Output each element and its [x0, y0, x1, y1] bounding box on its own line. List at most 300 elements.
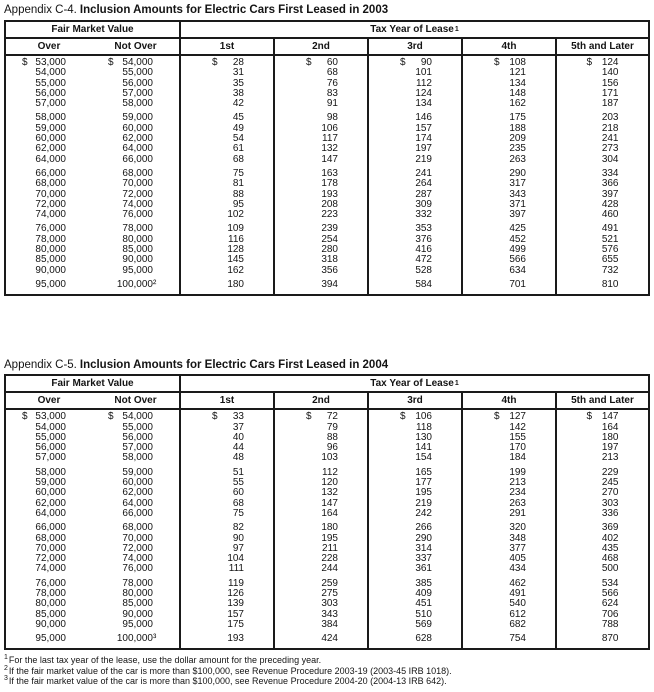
table-cell: 70,000	[35, 542, 66, 554]
table-cell: 55,000	[35, 77, 66, 89]
table-cell: 57,000	[122, 87, 153, 99]
table-cell: 270	[601, 487, 619, 499]
table-cell: 156	[601, 77, 619, 89]
table-cell: 106	[321, 122, 338, 134]
table-cell: 59,000	[35, 477, 66, 489]
table-cell: 178	[321, 178, 338, 190]
table-cell: 163	[321, 167, 338, 179]
table-cell: 309	[415, 198, 432, 210]
row-group	[6, 109, 648, 164]
dollar-sign: $	[212, 411, 218, 423]
table-cell: 701	[509, 278, 526, 290]
footnote-3-marker: 3	[4, 675, 8, 683]
table-cell: 682	[509, 618, 526, 630]
table-cell: 213	[601, 452, 619, 464]
table-cell: 628	[415, 633, 432, 645]
dollar-sign: $	[306, 57, 312, 68]
table-cell: $ 53,000	[22, 411, 66, 423]
table-cell: 85,000	[122, 244, 153, 256]
table-cell: 235	[509, 143, 526, 155]
column-header-4th: 4th	[463, 39, 557, 54]
table-row	[6, 280, 648, 290]
table-cell: 576	[601, 244, 619, 256]
appendix-c4-title	[4, 3, 654, 17]
table-cell: 612	[509, 608, 526, 620]
dollar-sign: $	[494, 411, 500, 423]
table-cell: 58,000	[35, 466, 66, 478]
table-cell: 96	[326, 442, 338, 454]
table-cell: 90,000	[35, 618, 66, 630]
table-cell: 569	[415, 618, 432, 630]
table-cell: 219	[415, 497, 432, 509]
footnote-1-marker: 1	[4, 654, 8, 662]
table-cell: $ 147	[586, 411, 619, 423]
dollar-sign: $	[212, 57, 218, 68]
table-cell: 425	[509, 223, 526, 235]
table-cell: 244	[321, 563, 338, 575]
row-group	[6, 575, 648, 630]
table-cell: 162	[227, 264, 244, 276]
table-cell: 348	[509, 532, 526, 544]
table-cell: 78,000	[122, 577, 153, 589]
row-group	[6, 220, 648, 275]
table-cell: 263	[509, 153, 526, 165]
table-cell: 74,000	[122, 553, 153, 565]
row-group	[6, 630, 648, 644]
table-cell: 164	[601, 421, 619, 433]
column-header-2nd: 2nd	[275, 393, 369, 408]
table-cell: 209	[509, 133, 526, 145]
table-cell: 462	[509, 577, 526, 589]
table-cell: 134	[509, 77, 526, 89]
table-cell: 318	[321, 254, 338, 266]
table-cell: 42	[232, 98, 244, 110]
table-cell: 88	[232, 188, 244, 200]
dollar-sign: $	[400, 57, 406, 68]
table-cell: 81	[232, 178, 244, 190]
table-cell: 510	[415, 608, 432, 620]
table-cell: 361	[415, 563, 432, 575]
table-cell: 60,000	[122, 122, 153, 134]
table-cell: 337	[415, 553, 432, 565]
table-cell: $ 54,000	[108, 411, 153, 423]
table-cell: 397	[601, 188, 619, 200]
table-cell: 184	[509, 452, 526, 464]
dollar-sign: $	[108, 57, 114, 68]
table-cell: $ 106	[400, 411, 432, 423]
table-cell: 83	[326, 87, 338, 99]
table-cell: 584	[415, 278, 432, 290]
table-cell: 68	[326, 67, 338, 79]
table-cell: 37	[232, 421, 244, 433]
table-cell: 90,000	[35, 264, 66, 276]
table-cell: 72,000	[122, 188, 153, 200]
table-cell: 56,000	[35, 87, 66, 99]
dollar-sign: $	[586, 57, 593, 68]
table-cell: 242	[415, 507, 432, 519]
table-cell: 290	[509, 167, 526, 179]
table-cell: 180	[601, 431, 619, 443]
table-cell: 95,000	[35, 278, 66, 290]
table-cell: 452	[509, 233, 526, 245]
footnote-2-marker: 2	[4, 664, 8, 672]
table-cell: 31	[232, 67, 244, 79]
table-cell: 162	[509, 98, 526, 110]
table-cell: 234	[509, 487, 526, 499]
table-row	[6, 412, 648, 422]
table-cell: 95	[232, 198, 244, 210]
table-cell: 142	[509, 421, 526, 433]
table-cell: 132	[321, 487, 338, 499]
table-cell: 95,000	[122, 264, 153, 276]
column-divider-line	[179, 410, 181, 648]
table-cell: 58,000	[122, 452, 153, 464]
table-cell: 371	[509, 198, 526, 210]
table-cell: 62,000	[35, 497, 66, 509]
table-cell: 356	[321, 264, 338, 276]
table-2003-group-header	[6, 22, 648, 39]
table-cell: 128	[227, 244, 244, 256]
column-header-5th-and-later: 5th and Later	[571, 41, 634, 52]
table-cell: 100,000 ²	[116, 278, 157, 290]
table-cell: 70,000	[35, 188, 66, 200]
table-cell: 148	[509, 87, 526, 99]
table-cell: 109	[227, 223, 244, 235]
table-cell: $ 60	[306, 57, 338, 68]
dollar-sign: $	[22, 411, 28, 423]
table-cell: 60	[232, 487, 244, 499]
table-cell: 78,000	[122, 223, 153, 235]
table-cell: 40	[232, 431, 244, 443]
table-cell: 56,000	[122, 77, 153, 89]
table-cell: 66,000	[122, 507, 153, 519]
table-cell: 80,000	[122, 233, 153, 245]
table-cell: 366	[601, 178, 619, 190]
table-2003-column-headers	[6, 39, 648, 56]
column-divider-line	[461, 410, 463, 648]
table-cell: 409	[415, 587, 432, 599]
column-divider-line	[555, 410, 557, 648]
table-cell: 111	[228, 563, 244, 575]
table-cell: 68,000	[35, 178, 66, 190]
table-cell: 76,000	[122, 563, 153, 575]
table-cell: 55	[232, 477, 244, 489]
table-cell: 263	[509, 497, 526, 509]
dollar-sign: $	[400, 411, 406, 423]
appendix-c5-title-text: Inclusion Amounts for Electric Cars First Leased in 2004	[79, 359, 389, 372]
table-cell: 397	[509, 209, 526, 221]
table-cell: 266	[415, 522, 432, 534]
table-cell: $ 108	[494, 57, 526, 68]
table-cell: 61	[232, 143, 244, 155]
table-cell: 164	[321, 507, 338, 519]
table-cell: 49	[232, 122, 244, 134]
table-cell: 219	[415, 153, 432, 165]
row-group	[6, 58, 648, 109]
table-cell: 451	[415, 598, 432, 610]
table-cell: 124	[415, 87, 432, 99]
appendix-c4-label: Appendix C-4.	[4, 4, 77, 16]
table-cell: 112	[416, 77, 432, 89]
column-header-not-over: Not Over	[92, 393, 181, 408]
column-divider-line	[367, 410, 369, 648]
column-header-4th: 4th	[463, 393, 557, 408]
table-cell: 273	[601, 143, 619, 155]
tax-year-label: Tax Year of Lease	[370, 24, 454, 35]
table-cell: 139	[227, 598, 244, 610]
table-row	[6, 620, 648, 630]
table-cell: 291	[509, 507, 526, 519]
dollar-sign: $	[586, 411, 593, 423]
table-cell: 385	[415, 577, 432, 589]
column-header-2nd: 2nd	[275, 39, 369, 54]
footnote-1-text: For the last tax year of the lease, use the dollar amount for the preceding year.	[8, 655, 322, 666]
table-cell: 72,000	[35, 198, 66, 210]
table-cell: 195	[415, 487, 432, 499]
footnote-1	[4, 655, 654, 666]
table-cell: 376	[415, 233, 432, 245]
table-cell: 60,000	[122, 477, 153, 489]
table-cell: 147	[321, 497, 338, 509]
table-row	[6, 266, 648, 276]
table-cell: 434	[509, 563, 526, 575]
table-cell: 154	[415, 452, 432, 464]
table-cell: 64,000	[35, 507, 66, 519]
table-cell: 66,000	[35, 167, 66, 179]
table-cell: 193	[321, 188, 338, 200]
table-cell: 72,000	[35, 553, 66, 565]
table-cell: $ 53,000	[22, 57, 66, 68]
table-cell: 303	[601, 497, 619, 509]
column-header-over: Over	[37, 395, 61, 407]
table-cell: 377	[509, 542, 526, 554]
table-cell: 435	[601, 542, 619, 554]
table-cell: 97	[232, 542, 244, 554]
table-cell: 130	[415, 431, 432, 443]
column-divider-line	[273, 56, 275, 294]
table-cell: 304	[601, 153, 619, 165]
table-cell: 85,000	[35, 254, 66, 266]
table-cell: 428	[601, 198, 619, 210]
table-cell: 491	[601, 223, 619, 235]
table-cell: 706	[601, 608, 619, 620]
table-cell: 499	[509, 244, 526, 256]
table-cell: 140	[601, 67, 619, 79]
table-cell: 655	[601, 254, 619, 266]
table-cell: 317	[509, 178, 526, 190]
table-cell: 134	[415, 98, 432, 110]
table-cell: 218	[601, 122, 619, 134]
table-cell: 95,000	[122, 618, 153, 630]
table-cell: 157	[227, 608, 244, 620]
table-cell: 54	[232, 133, 244, 145]
table-cell: 68	[232, 153, 244, 165]
table-cell: 78,000	[35, 233, 66, 245]
table-cell: 343	[321, 608, 338, 620]
table-cell: $ 72	[306, 411, 338, 423]
table-cell: 90	[232, 532, 244, 544]
table-cell: 120	[321, 477, 338, 489]
dollar-sign: $	[494, 57, 500, 68]
dollar-sign: $	[22, 57, 28, 68]
table-cell: 384	[321, 618, 338, 630]
table-cell: 90,000	[122, 254, 153, 266]
table-cell: 64,000	[35, 153, 66, 165]
table-cell: 72,000	[122, 542, 153, 554]
table-cell: 55,000	[122, 421, 153, 433]
column-header-3rd: 3rd	[369, 393, 463, 408]
table-cell: 98	[326, 112, 338, 124]
table-cell: 170	[509, 442, 526, 454]
table-cell: 75	[232, 507, 244, 519]
table-cell: 85,000	[122, 598, 153, 610]
table-cell: 259	[321, 577, 338, 589]
table-cell: 353	[415, 223, 432, 235]
table-cell: 91	[326, 98, 338, 110]
table-cell: 78,000	[35, 587, 66, 599]
table-cell: 155	[509, 431, 526, 443]
table-cell: 241	[415, 167, 432, 179]
table-cell: 280	[321, 244, 338, 256]
table-cell: 80,000	[35, 244, 66, 256]
table-cell: 66,000	[122, 153, 153, 165]
table-cell: 566	[509, 254, 526, 266]
table-cell: 74,000	[35, 563, 66, 575]
table-cell: 35	[232, 77, 244, 89]
table-cell: 223	[321, 209, 338, 221]
table-cell: 75	[232, 167, 244, 179]
table-cell: 394	[321, 278, 338, 290]
table-cell: 369	[601, 522, 619, 534]
table-cell: 165	[415, 466, 432, 478]
table-cell: $ 28	[212, 57, 244, 68]
table-row	[6, 509, 648, 519]
column-divider-line	[461, 56, 463, 294]
table-cell: 58,000	[122, 98, 153, 110]
table-cell: 56,000	[122, 431, 153, 443]
table-cell: 57,000	[122, 442, 153, 454]
table-cell: 68,000	[122, 522, 153, 534]
table-cell: 208	[321, 198, 338, 210]
table-cell: 460	[601, 209, 619, 221]
table-cell: 146	[415, 112, 432, 124]
tax-year-group-header: Tax Year of Lease 1	[370, 24, 459, 35]
inclusion-table-2004	[4, 374, 650, 650]
column-divider-line	[273, 410, 275, 648]
table-cell: 472	[415, 254, 432, 266]
table-cell: 119	[228, 577, 244, 589]
table-cell: 101	[415, 67, 432, 79]
table-cell: 254	[321, 233, 338, 245]
table-cell: 60,000	[35, 133, 66, 145]
table-cell: 264	[415, 178, 432, 190]
table-cell: 57,000	[35, 452, 66, 464]
table-cell: 145	[227, 254, 244, 266]
table-cell: 213	[509, 477, 526, 489]
table-cell: 80,000	[35, 598, 66, 610]
table-cell: 303	[321, 598, 338, 610]
table-cell: 44	[232, 442, 244, 454]
table-2003-body	[6, 56, 648, 294]
table-2004-body	[6, 410, 648, 648]
table-cell: 500	[601, 563, 619, 575]
table-cell: 754	[509, 633, 526, 645]
table-cell: 188	[509, 122, 526, 134]
table-cell: 402	[601, 532, 619, 544]
table-cell: 104	[227, 553, 244, 565]
appendix-c5-label: Appendix C-5.	[4, 359, 77, 372]
appendix-c4-title-text: Inclusion Amounts for Electric Cars First Leased in 2003	[79, 4, 389, 16]
table-cell: $ 33	[212, 411, 244, 423]
row-group	[6, 464, 648, 519]
table-cell: 76	[326, 77, 338, 89]
table-cell: 175	[227, 618, 244, 630]
table-cell: 59,000	[122, 112, 153, 124]
footnotes	[4, 655, 654, 687]
table-cell: 62,000	[122, 487, 153, 499]
table-row	[6, 155, 648, 165]
table-cell: 171	[601, 87, 619, 99]
table-cell: 534	[601, 577, 619, 589]
table-cell: 68,000	[35, 532, 66, 544]
table-cell: 521	[601, 233, 619, 245]
table-cell: 147	[321, 153, 338, 165]
table-cell: 870	[601, 633, 619, 645]
table-cell: 64,000	[122, 497, 153, 509]
column-divider-line	[367, 56, 369, 294]
table-cell: 528	[415, 264, 432, 276]
table-cell: 229	[601, 466, 619, 478]
row-group	[6, 412, 648, 463]
footnote-2-text: If the fair market value of the car is more than $100,000, see Revenue Procedure 2003-19 (2003-45 IRB 1018).	[8, 665, 452, 676]
table-cell: 58,000	[35, 112, 66, 124]
table-cell: 80,000	[122, 587, 153, 599]
table-cell: 290	[415, 532, 432, 544]
table-cell: 90,000	[122, 608, 153, 620]
footnote-3	[4, 676, 654, 687]
table-cell: 118	[416, 421, 432, 433]
table-cell: 117	[322, 133, 338, 145]
table-cell: 634	[509, 264, 526, 276]
table-cell: 45	[232, 112, 244, 124]
table-cell: 51	[232, 466, 244, 478]
table-row	[6, 564, 648, 574]
footnote-ref-mark: ³	[153, 633, 157, 645]
table-cell: 424	[321, 633, 338, 645]
table-cell: 175	[509, 112, 526, 124]
table-cell: 343	[509, 188, 526, 200]
table-cell: 405	[509, 553, 526, 565]
tax-year-group-header: Tax Year of Lease 1	[370, 378, 459, 390]
table-cell: 60,000	[35, 487, 66, 499]
table-cell: 55,000	[35, 431, 66, 443]
column-header-not-over: Not Over	[92, 39, 181, 54]
tax-year-label: Tax Year of Lease	[370, 378, 454, 390]
table-cell: 199	[509, 466, 526, 478]
table-cell: 112	[322, 466, 338, 478]
table-cell: 314	[415, 542, 432, 554]
dollar-sign: $	[108, 411, 114, 423]
table-cell: 332	[415, 209, 432, 221]
table-row	[6, 523, 648, 533]
table-cell: 320	[509, 522, 526, 534]
table-cell: 85,000	[35, 608, 66, 620]
table-row	[6, 99, 648, 109]
table-cell: 197	[601, 442, 619, 454]
table-cell: 187	[601, 98, 619, 110]
table-cell: 74,000	[35, 209, 66, 221]
table-cell: 76,000	[35, 577, 66, 589]
